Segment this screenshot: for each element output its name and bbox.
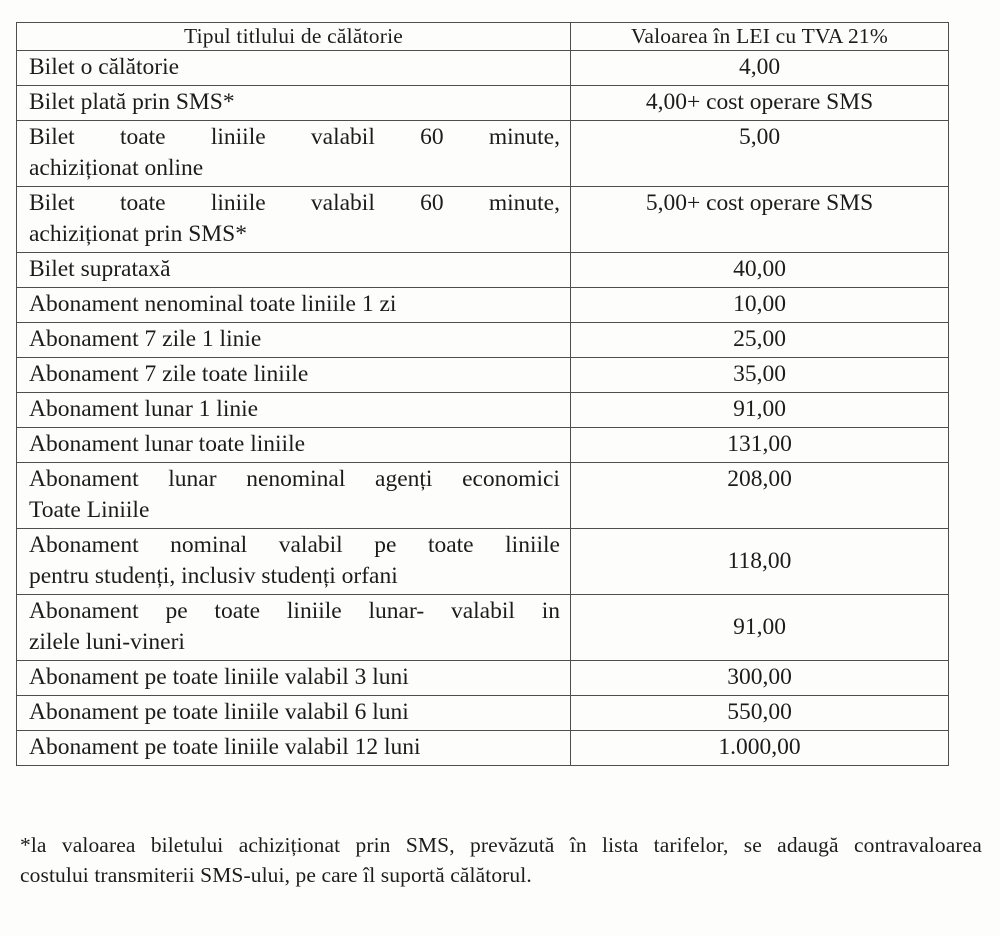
ticket-type-cell: Bilet plată prin SMS* (17, 86, 571, 121)
price-cell: 4,00+ cost operare SMS (571, 86, 949, 121)
price-cell: 10,00 (571, 288, 949, 323)
price-cell: 118,00 (571, 529, 949, 595)
table-row (17, 323, 949, 358)
table-row (17, 121, 949, 187)
price-cell: 5,00 (571, 121, 949, 187)
ticket-type-cell: Abonament 7 zile 1 linie (17, 323, 571, 358)
ticket-type-cell: Abonament pe toate liniile lunar- valabil in zilele luni-vineri (17, 595, 571, 661)
table-row (17, 253, 949, 288)
table-row (17, 393, 949, 428)
table-row (17, 529, 949, 595)
price-cell: 35,00 (571, 358, 949, 393)
price-cell: 91,00 (571, 595, 949, 661)
column-header-type: Tipul titlului de călătorie (17, 23, 571, 51)
ticket-type-cell: Abonament pe toate liniile valabil 3 luni (17, 661, 571, 696)
ticket-type-cell: Abonament nominal valabil pe toate liniile pentru studenți, inclusiv studenți orfani (17, 529, 571, 595)
ticket-type-cell: Abonament lunar toate liniile (17, 428, 571, 463)
price-cell: 5,00+ cost operare SMS (571, 187, 949, 253)
ticket-type-cell: Abonament lunar 1 linie (17, 393, 571, 428)
ticket-type-cell: Bilet toate liniile valabil 60 minute, achiziționat prin SMS* (17, 187, 571, 253)
table-row (17, 428, 949, 463)
price-cell: 40,00 (571, 253, 949, 288)
price-cell: 131,00 (571, 428, 949, 463)
table-row (17, 358, 949, 393)
ticket-type-cell: Abonament nenominal toate liniile 1 zi (17, 288, 571, 323)
table-row (17, 288, 949, 323)
tariff-table (16, 22, 949, 766)
price-cell: 25,00 (571, 323, 949, 358)
table-row (17, 187, 949, 253)
table-row (17, 463, 949, 529)
table-row (17, 661, 949, 696)
ticket-type-cell: Bilet toate liniile valabil 60 minute, achiziționat online (17, 121, 571, 187)
ticket-type-cell: Abonament pe toate liniile valabil 6 luni (17, 696, 571, 731)
table-row (17, 731, 949, 766)
tariff-table-body (17, 51, 949, 766)
table-row (17, 595, 949, 661)
footnote: *la valoarea biletului achiziționat prin SMS, prevăzută în lista tarifelor, se adaugă contravaloarea costului transmiterii SMS-ului, pe care îl suportă călătorul. (20, 833, 982, 887)
table-row (17, 51, 949, 86)
price-cell: 1.000,00 (571, 731, 949, 766)
tariff-table-header (17, 23, 949, 51)
ticket-type-cell: Abonament lunar nenominal agenți economici Toate Liniile (17, 463, 571, 529)
ticket-type-cell: Bilet o călătorie (17, 51, 571, 86)
header-row (17, 23, 949, 51)
price-cell: 91,00 (571, 393, 949, 428)
price-cell: 208,00 (571, 463, 949, 529)
table-row (17, 86, 949, 121)
price-cell: 300,00 (571, 661, 949, 696)
price-cell: 550,00 (571, 696, 949, 731)
column-header-value: Valoarea în LEI cu TVA 21% (571, 23, 949, 51)
ticket-type-cell: Abonament pe toate liniile valabil 12 luni (17, 731, 571, 766)
price-cell: 4,00 (571, 51, 949, 86)
ticket-type-cell: Bilet suprataxă (17, 253, 571, 288)
table-row (17, 696, 949, 731)
ticket-type-cell: Abonament 7 zile toate liniile (17, 358, 571, 393)
